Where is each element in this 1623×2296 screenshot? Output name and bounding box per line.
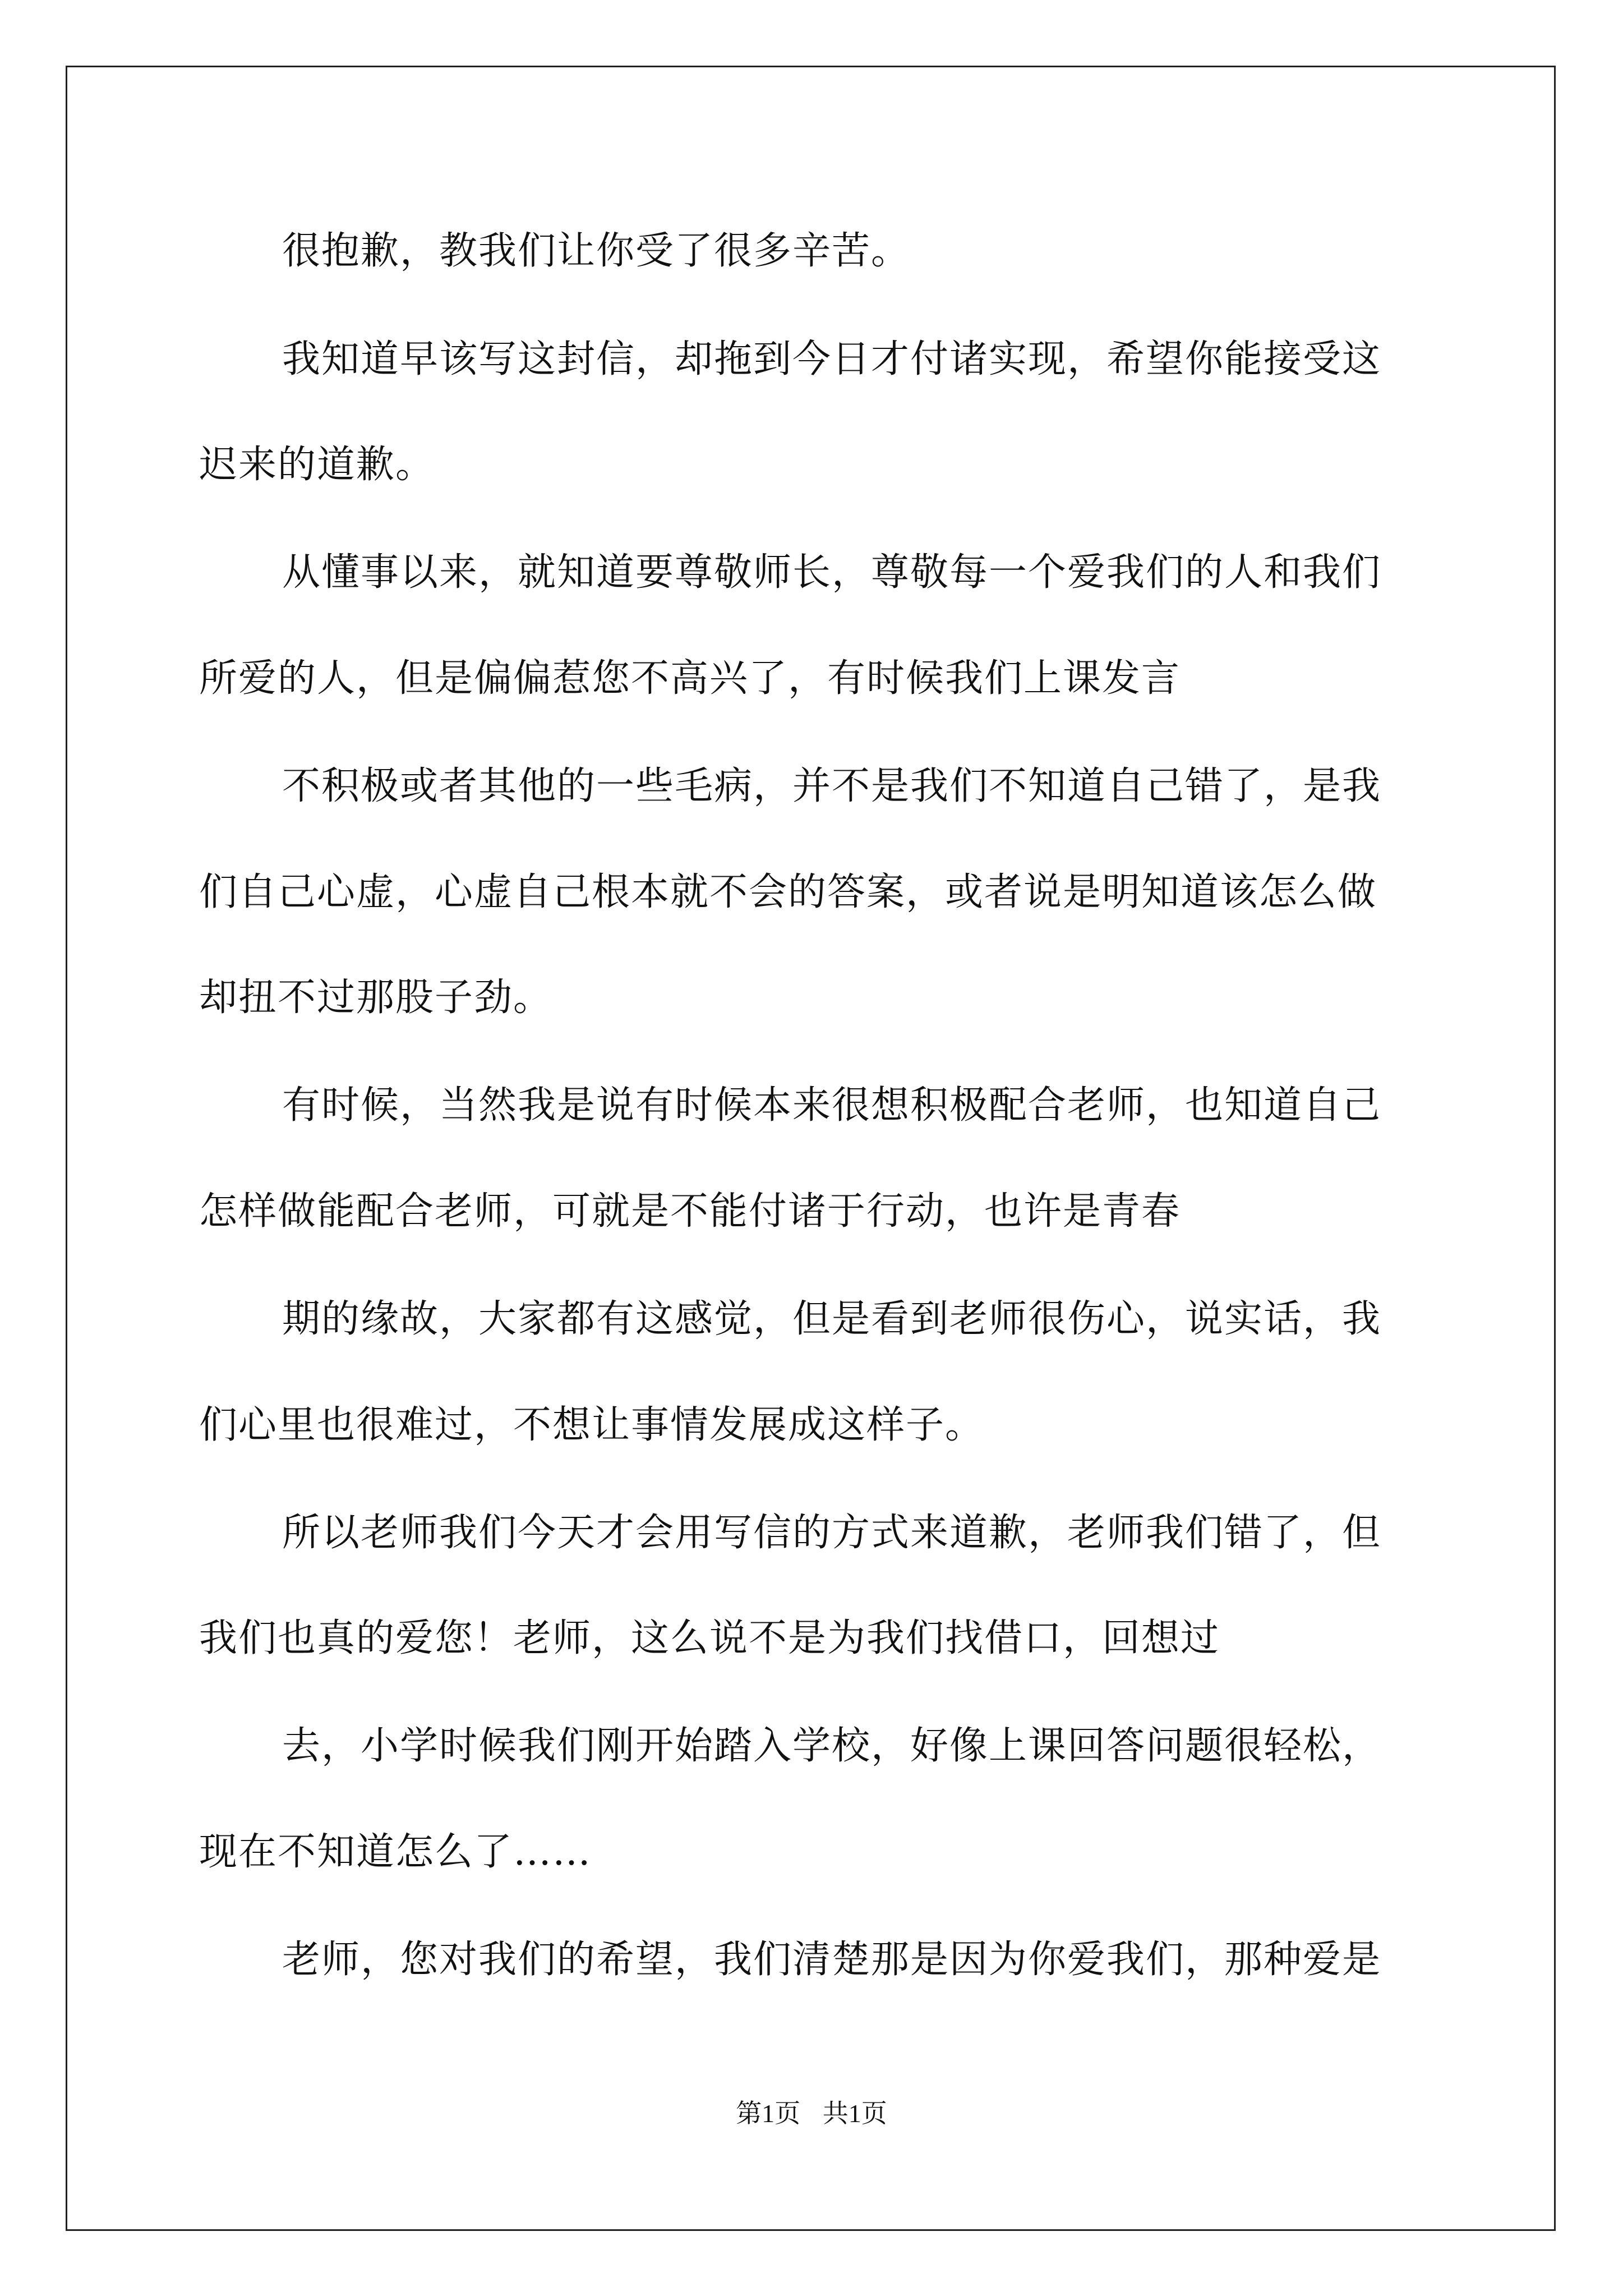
page-footer [0, 2098, 1623, 2129]
text-line: 却扭不过那股子劲。 [199, 976, 553, 1020]
text-line: 怎样做能配合老师，可就是不能付诸于行动，也许是青春 [199, 1189, 1181, 1234]
text-line: 迟来的道歉。 [199, 443, 435, 487]
text-line: 很抱歉，教我们让你受了很多辛苦。 [282, 229, 911, 273]
text-line: 有时候，当然我是说有时候本来很想积极配合老师，也知道自己 [282, 1083, 1382, 1128]
text-line: 去，小学时候我们刚开始踏入学校，好像上课回答问题很轻松， [282, 1724, 1382, 1768]
text-line: 我们也真的爱您！老师，这么说不是为我们找借口，回想过 [199, 1616, 1220, 1660]
text-line: 我知道早该写这封信，却拖到今日才付诸实现，希望你能接受这 [282, 337, 1382, 381]
text-line: 期的缘故，大家都有这感觉，但是看到老师很伤心，说实话，我 [282, 1297, 1382, 1341]
page-number: 第1页 [736, 2099, 801, 2128]
text-line: 不积极或者其他的一些毛病，并不是我们不知道自己错了，是我 [282, 764, 1382, 808]
text-line: 们自己心虚，心虚自己根本就不会的答案，或者说是明知道该怎么做 [199, 870, 1377, 914]
text-line: 们心里也很难过，不想让事情发展成这样子。 [199, 1403, 985, 1447]
text-line: 老师，您对我们的希望，我们清楚那是因为你爱我们，那种爱是 [282, 1938, 1382, 1982]
text-line: 现在不知道怎么了…… [199, 1830, 592, 1874]
text-line: 从懂事以来，就知道要尊敬师长，尊敬每一个爱我们的人和我们 [282, 550, 1382, 595]
page-total: 共1页 [822, 2099, 887, 2128]
page-frame [66, 66, 1556, 2231]
text-line: 所爱的人，但是偏偏惹您不高兴了，有时候我们上课发言 [199, 656, 1181, 701]
text-line: 所以老师我们今天才会用写信的方式来道歉，老师我们错了，但 [282, 1511, 1382, 1555]
